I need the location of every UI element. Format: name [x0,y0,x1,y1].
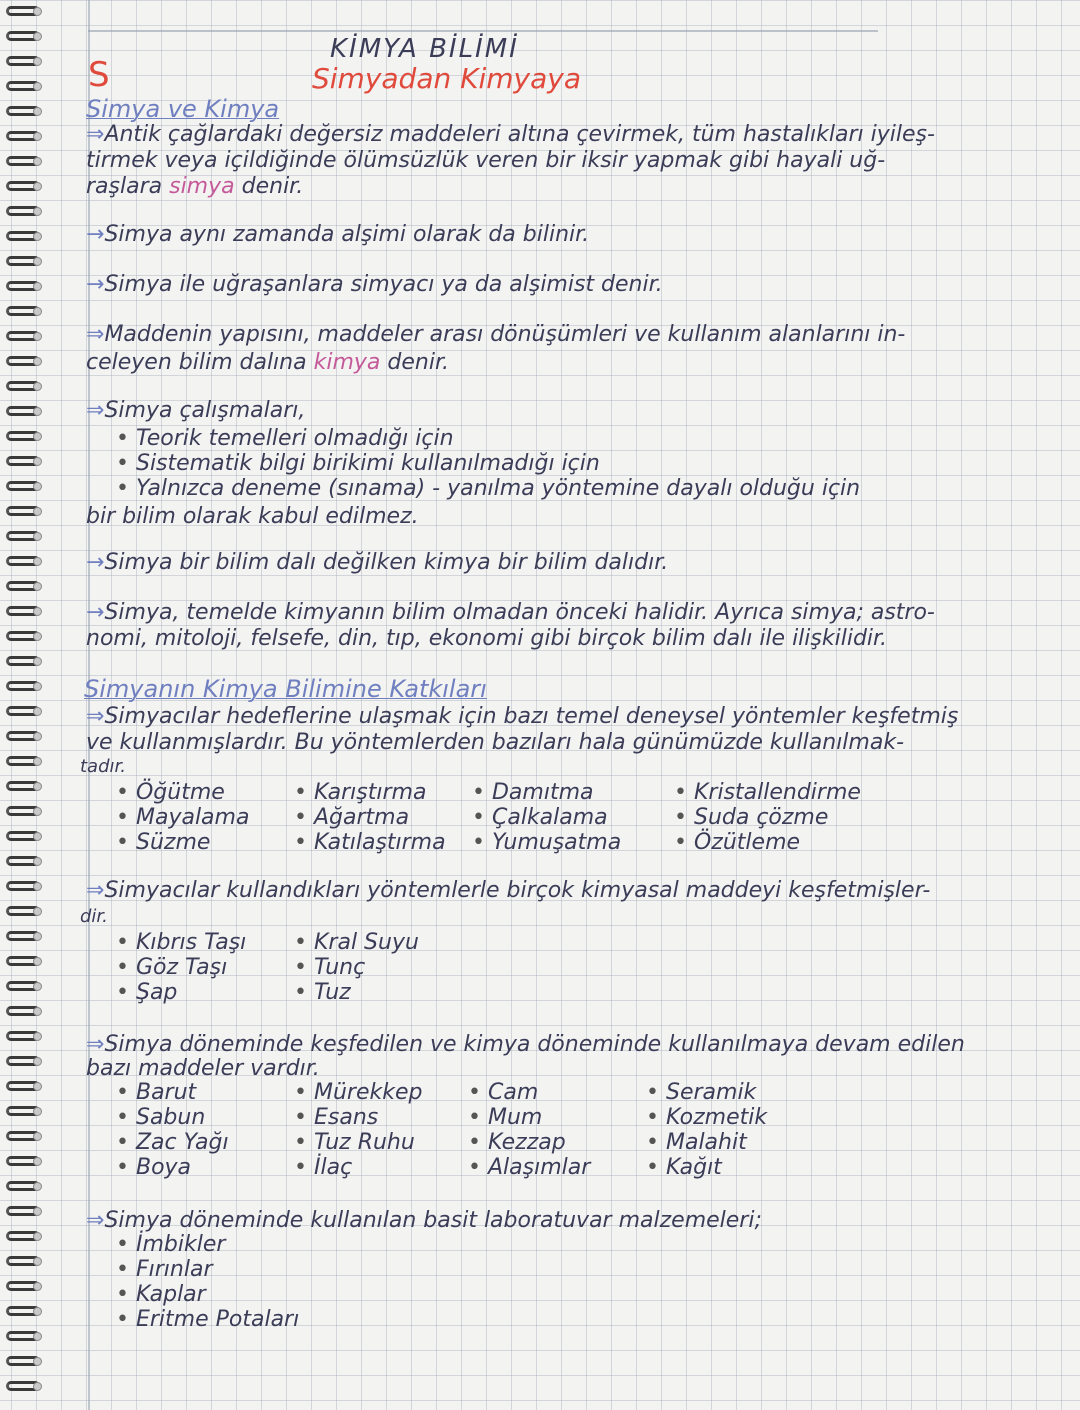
punch-hole [33,1007,42,1016]
punch-hole [33,1382,42,1391]
list-item: • Mürekkep [294,1080,422,1105]
arrow-icon: → [86,222,105,247]
paragraph-line: tirmek veya içildiğinde ölümsüzlük veren bir iksir yapmak gibi hayali uğ- [86,148,886,173]
paragraph-line: →Simya, temelde kimyanın bilim olmadan önceki halidir. Ayrıca simya; astro- [86,600,935,625]
punch-hole [33,832,42,841]
list-item: • Öğütme [116,780,249,805]
punch-hole [33,1057,42,1066]
punch-hole [33,1082,42,1091]
list-item: • Yalnızca deneme (sınama) - yanılma yöntemine dayalı olduğu için [116,476,860,501]
punch-hole [33,57,42,66]
list-item: • İlaç [294,1155,422,1180]
paragraph-line: celeyen bilim dalına kimya denir. [86,350,449,375]
page-title: Simyadan Kimyaya [312,62,582,95]
list-item: • Tuz [294,980,419,1005]
reasons-list [116,426,860,501]
punch-hole [33,1032,42,1041]
arrow-icon: → [86,600,105,625]
punch-hole [33,557,42,566]
punch-hole [33,507,42,516]
punch-hole [33,782,42,791]
punch-hole [33,907,42,916]
list-item: • Kral Suyu [294,930,419,955]
list-item: • Kozmetik [646,1105,767,1130]
lab-equipment-list [116,1232,299,1332]
punch-hole [33,732,42,741]
punch-hole [33,1182,42,1191]
paragraph-line: dir. [80,906,108,927]
paragraph-line: bazı maddeler vardır. [86,1056,320,1081]
punch-hole [33,1257,42,1266]
punch-hole [33,607,42,616]
list-item: • Seramik [646,1080,767,1105]
paragraph-line: ⇒Maddenin yapısını, maddeler arası dönüşümleri ve kullanım alanlarını in- [86,322,906,347]
punch-hole [33,157,42,166]
punch-hole [33,857,42,866]
punch-hole [33,1307,42,1316]
list-item: • Cam [468,1080,590,1105]
punch-hole [33,182,42,191]
arrow-icon: → [86,550,105,575]
punch-hole [33,1332,42,1341]
list-item: • Mayalama [116,805,249,830]
paragraph-line: ⇒Simya döneminde keşfedilen ve kimya döneminde kullanılmaya devam edilen [86,1032,965,1057]
punch-hole [33,757,42,766]
punch-hole [33,407,42,416]
punch-hole [33,682,42,691]
arrow-icon: ⇒ [86,122,105,147]
list-item: • Kıbrıs Taşı [116,930,246,955]
materials-col-4 [646,1080,767,1180]
unit-title: KİMYA BİLİMİ [330,34,519,64]
punch-hole [33,1232,42,1241]
punch-hole [33,307,42,316]
punch-hole [33,432,42,441]
punch-hole [33,207,42,216]
punch-hole [33,1207,42,1216]
punch-hole [33,7,42,16]
punch-hole [33,582,42,591]
punch-hole [33,982,42,991]
header-box [88,0,878,32]
materials-col-3 [468,1080,590,1180]
list-item: • Boya [116,1155,229,1180]
arrow-icon: ⇒ [86,878,105,903]
list-item: • Şap [116,980,246,1005]
list-item: • Kezzap [468,1130,590,1155]
paragraph-line: →Simya bir bilim dalı değilken kimya bir bilim dalıdır. [86,550,669,575]
punch-hole [33,1282,42,1291]
punch-hole [33,1132,42,1141]
methods-col-3 [472,780,621,855]
arrow-icon: ⇒ [86,704,105,729]
substances-col-2 [294,930,419,1005]
punch-hole [33,232,42,241]
substances-col-1 [116,930,246,1005]
list-item: • Yumuşatma [472,830,621,855]
list-item: • Katılaştırma [294,830,446,855]
list-item: • Suda çözme [674,805,861,830]
punch-hole [33,707,42,716]
methods-col-1 [116,780,249,855]
punch-hole [33,807,42,816]
arrow-icon: ⇒ [86,398,105,423]
list-item: • Süzme [116,830,249,855]
list-item: • Tunç [294,955,419,980]
list-item: • Göz Taşı [116,955,246,980]
section-heading-katkilar: Simyanın Kimya Bilimine Katkıları [84,675,487,703]
arrow-icon: ⇒ [86,1208,105,1233]
list-item: • Zac Yağı [116,1130,229,1155]
list-item: • Sabun [116,1105,229,1130]
list-item: • Özütleme [674,830,861,855]
punch-hole [33,657,42,666]
list-item: • Eritme Potaları [116,1307,299,1332]
list-item: • Barut [116,1080,229,1105]
materials-col-1 [116,1080,229,1180]
page-letter: S [88,55,110,95]
section-heading-simya-ve-kimya: Simya ve Kimya [86,95,280,123]
spiral-binding [0,0,46,1410]
arrow-icon: ⇒ [86,1032,105,1057]
paragraph-line: →Simya aynı zamanda alşimi olarak da bilinir. [86,222,590,247]
list-item: • Fırınlar [116,1257,299,1282]
punch-hole [33,1107,42,1116]
materials-col-2 [294,1080,422,1180]
list-item: • Mum [468,1105,590,1130]
punch-hole [33,532,42,541]
punch-hole [33,282,42,291]
paragraph-line: tadır. [80,756,126,777]
punch-hole [33,82,42,91]
list-item: • Esans [294,1105,422,1130]
paragraph-line: ⇒Simyacılar kullandıkları yöntemlerle birçok kimyasal maddeyi keşfetmişler- [86,878,931,903]
list-item: • Kağıt [646,1155,767,1180]
paragraph-line: nomi, mitoloji, felsefe, din, tıp, ekonomi gibi birçok bilim dalı ile ilişkilidir. [86,626,888,651]
paragraph-line: ve kullanmışlardır. Bu yöntemlerden bazıları hala günümüzde kullanılmak- [86,730,905,755]
list-item: • Tuz Ruhu [294,1130,422,1155]
list-item: • Kristallendirme [674,780,861,805]
list-item: • Sistematik bilgi birikimi kullanılmadığı için [116,451,860,476]
list-item: • Ağartma [294,805,446,830]
punch-hole [33,382,42,391]
punch-hole [33,32,42,41]
punch-hole [33,957,42,966]
punch-hole [33,932,42,941]
list-item: • Malahit [646,1130,767,1155]
punch-hole [33,132,42,141]
paragraph-line: raşlara simya denir. [86,174,304,199]
punch-hole [33,357,42,366]
paragraph-line: bir bilim olarak kabul edilmez. [86,504,419,529]
paragraph-line: ⇒Simyacılar hedeflerine ulaşmak için bazı temel deneysel yöntemler keşfetmiş [86,704,959,729]
punch-hole [33,107,42,116]
list-item: • Karıştırma [294,780,446,805]
methods-col-2 [294,780,446,855]
paragraph-line: →Simya ile uğraşanlara simyacı ya da alşimist denir. [86,272,663,297]
list-item: • Damıtma [472,780,621,805]
punch-hole [33,482,42,491]
list-item: • Çalkalama [472,805,621,830]
list-item: • Alaşımlar [468,1155,590,1180]
list-item: • Kaplar [116,1282,299,1307]
arrow-icon: → [86,272,105,297]
punch-hole [33,882,42,891]
punch-hole [33,1357,42,1366]
list-item: • İmbikler [116,1232,299,1257]
punch-hole [33,632,42,641]
punch-hole [33,1157,42,1166]
punch-hole [33,332,42,341]
list-item: • Teorik temelleri olmadığı için [116,426,860,451]
paragraph-line: ⇒Simya çalışmaları, [86,398,306,423]
paragraph-line: ⇒Simya döneminde kullanılan basit laboratuvar malzemeleri; [86,1208,762,1233]
arrow-icon: ⇒ [86,322,105,347]
punch-hole [33,457,42,466]
paragraph-line: ⇒Antik çağlardaki değersiz maddeleri altına çevirmek, tüm hastalıkları iyileş- [86,122,935,147]
punch-hole [33,257,42,266]
methods-col-4 [674,780,861,855]
